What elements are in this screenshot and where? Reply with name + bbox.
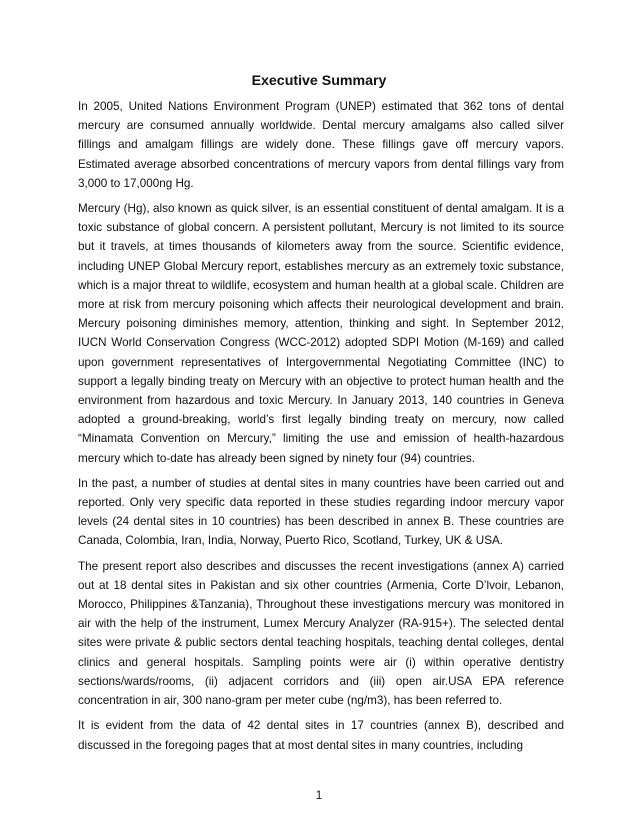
page-number: 1: [315, 789, 323, 802]
paragraph: In 2005, United Nations Environment Program (UNEP) estimated that 362 tons of dental mercury are consumed annually worldwide. Dental mercury amalgams also called silver fillings and amalgam fillings are widely done. These fillings gave off mercury vapors. Estimated average absorbed concentrations of mercury vapors from dental fillings vary from 3,000 to 17,000ng Hg.: [78, 100, 564, 190]
paragraph: It is evident from the data of 42 dental sites in 17 countries (annex B), described and discussed in the foregoing pages that at most dental sites in many countries, including: [78, 719, 564, 752]
body-text: [78, 97, 564, 761]
paragraph: In the past, a number of studies at dental sites in many countries have been carried out and reported. Only very specific data reported in these studies regarding indoor mercury vapor levels (24 dental sites in 10 countries) has been described in annex B. These countries are Canada, Colombia, Iran, India, Norway, Puerto Rico, Scotland, Turkey, UK & USA.: [78, 476, 564, 548]
paragraph: The present report also describes and discusses the recent investigations (annex A) carried out at 18 dental sites in Pakistan and six other countries (Armenia, Corte D’lvoir, Lebanon, Morocco, Philippines &Tanzania), Throughout these investigations mercury was monitored in air with the help of the instrument, Lumex Mercury Analyzer (RA-915+). The selected dental sites were private & public sectors dental teaching hospitals, teaching dental colleges, dental clinics and general hospitals. Sampling points were air (i) within operative dentistry sections/wards/rooms, (ii) adjacent corridors and (iii) open air.USA EPA reference concentration in air, 300 nano-gram per meter cube (ng/m3), has been referred to.: [78, 559, 564, 708]
page-title: Executive Summary: [251, 73, 387, 89]
paragraph: Mercury (Hg), also known as quick silver, is an essential constituent of dental amalgam. It is a toxic substance of global concern. A persistent pollutant, Mercury is not limited to its source but it travels, at times thousands of kilometers away from the source. Scientific evidence, including UNEP Global Mercury report, establishes mercury as an extremely toxic substance, which is a major threat to wildlife, ecosystem and human health at a global scale. Children are more at risk from mercury poisoning which affects their neurological development and brain. Mercury poisoning diminishes memory, attention, thinking and sight. In September 2012, IUCN World Conservation Congress (WCC-2012) adopted SDPI Motion (M-169) and called upon government representatives of Intergovernmental Negotiating Committee (INC) to support a legally binding treaty on Mercury with an objective to protect human health and the environment from hazardous and toxic Mercury. In January 2013, 140 countries in Geneva adopted a ground-breaking, world’s first legally binding treaty on mercury, now called “Minamata Convention on Mercury,” limiting the use and emission of health-hazardous mercury which to-date has already been signed by ninety four (94) countries.: [78, 202, 564, 465]
